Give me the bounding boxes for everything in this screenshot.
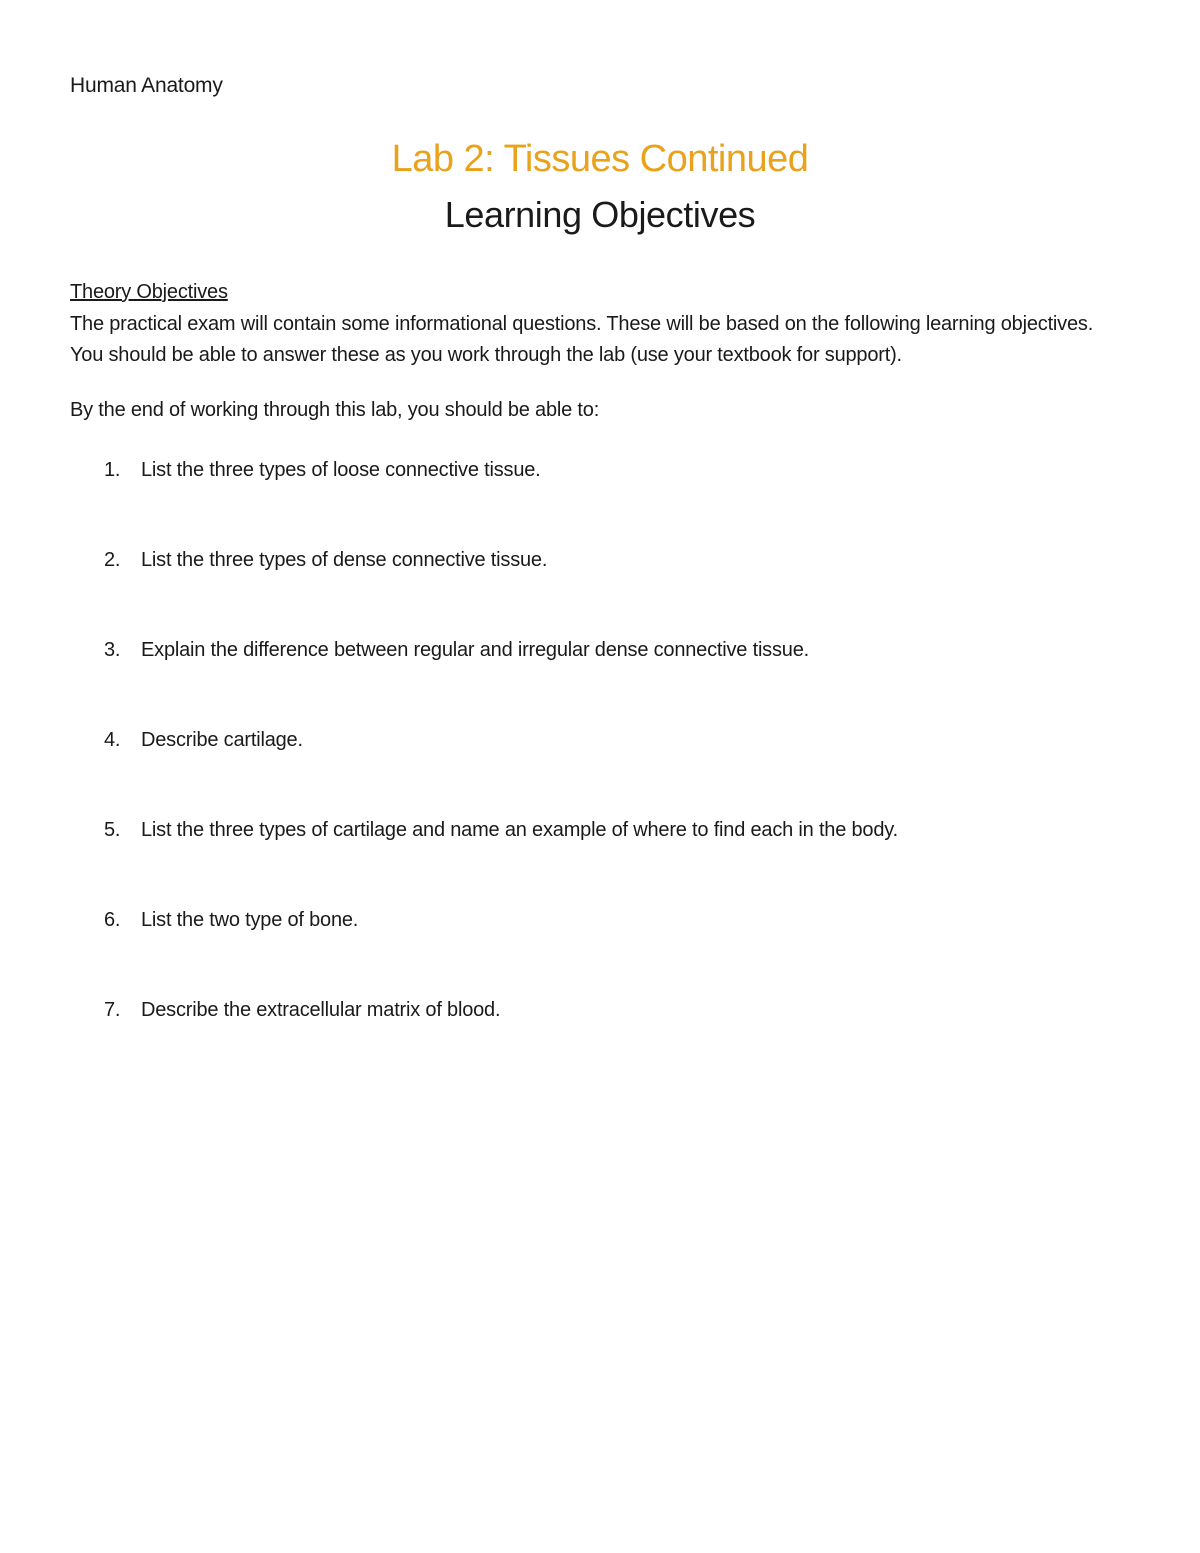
objective-number: 3.: [104, 639, 121, 661]
course-name: Human Anatomy: [70, 74, 223, 97]
objective-text: List the three types of dense connective tissue.: [141, 549, 548, 571]
objective-text: List the three types of cartilage and name an example of where to find each in the body.: [141, 819, 898, 841]
objective-number: 6.: [104, 909, 121, 931]
objective-number: 4.: [104, 729, 121, 751]
objective-text: Explain the difference between regular and irregular dense connective tissue.: [141, 639, 809, 661]
objective-number: 5.: [104, 819, 121, 841]
objective-text: Describe cartilage.: [141, 729, 303, 751]
theory-objectives-heading: Theory Objectives: [70, 281, 228, 303]
objective-number: 7.: [104, 999, 121, 1021]
objective-text: List the two type of bone.: [141, 909, 359, 931]
learning-objectives-heading: Learning Objectives: [444, 194, 756, 235]
objective-text: List the three types of loose connective tissue.: [141, 459, 541, 481]
lead-in-sentence: By the end of working through this lab, you should be able to:: [70, 399, 600, 421]
lab-title: Lab 2: Tissues Continued: [391, 138, 809, 180]
objective-text: Describe the extracellular matrix of blood.: [141, 999, 501, 1021]
objective-number: 2.: [104, 549, 121, 571]
objective-number: 1.: [104, 459, 121, 481]
intro-paragraph: The practical exam will contain some informational questions. These will be based on the following learning objectives. You should be able to answer these as you work through the lab (use your textbook for support).: [70, 313, 1094, 366]
